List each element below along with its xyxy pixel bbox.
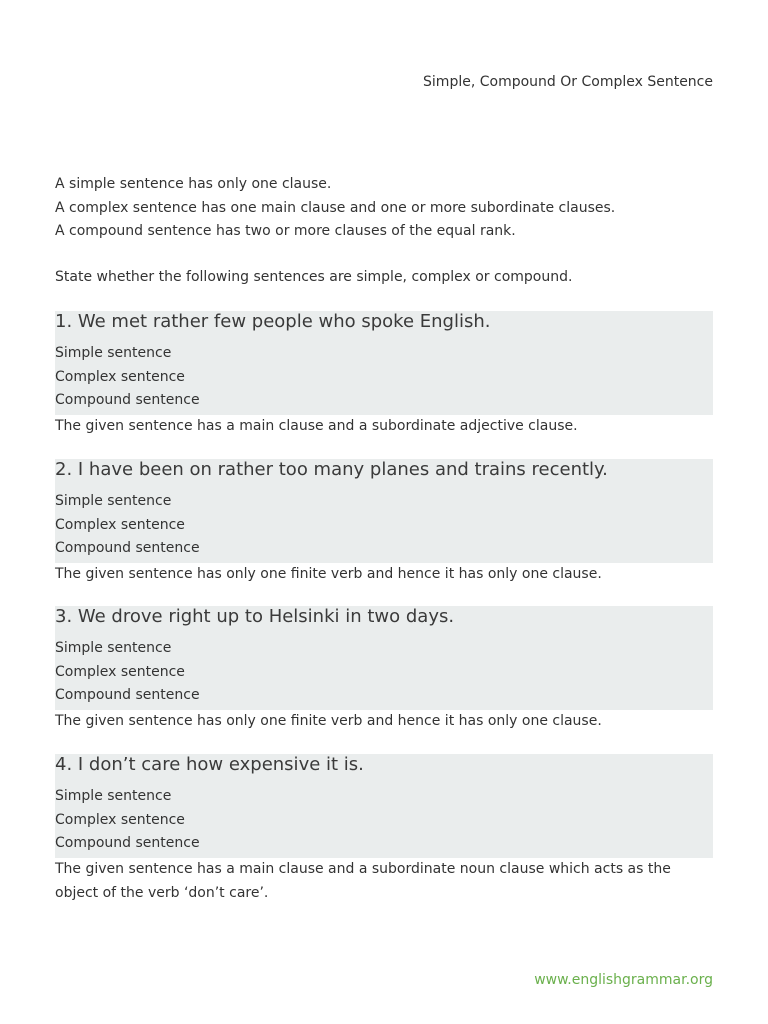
intro-line-complex: A complex sentence has one main clause and one or more subordinate clauses. [55, 199, 616, 216]
option-simple[interactable]: Simple sentence [55, 640, 172, 656]
intro-line-simple: A simple sentence has only one clause. [55, 176, 332, 192]
question-box [55, 754, 713, 858]
page-title: Simple, Compound Or Complex Sentence [423, 74, 713, 90]
intro-line-compound: A compound sentence has two or more clauses of the equal rank. [55, 223, 516, 239]
option-compound[interactable]: Compound sentence [55, 835, 200, 852]
question-4 [55, 754, 713, 905]
option-complex[interactable]: Complex sentence [55, 811, 185, 828]
question-text: 3. We drove right up to Helsinki in two days. [55, 606, 455, 627]
option-complex[interactable]: Complex sentence [55, 368, 185, 385]
question-text: 1. We met rather few people who spoke English. [55, 311, 491, 332]
option-compound[interactable]: Compound sentence [55, 687, 200, 704]
option-complex[interactable]: Complex sentence [55, 663, 185, 680]
question-3 [55, 606, 713, 734]
question-2 [55, 459, 713, 587]
option-list [55, 342, 713, 415]
option-list [55, 490, 713, 563]
option-complex[interactable]: Complex sentence [55, 516, 185, 533]
question-box [55, 459, 713, 563]
intro-definitions [55, 173, 715, 244]
site-link[interactable]: www.englishgrammar.org [534, 972, 713, 988]
option-simple[interactable]: Simple sentence [55, 788, 172, 804]
option-list [55, 637, 713, 710]
option-simple[interactable]: Simple sentence [55, 345, 172, 361]
answer-explanation: The given sentence has a main clause and a subordinate noun clause which acts as the object of the verb ‘don’t care’. [55, 861, 671, 901]
question-box [55, 311, 713, 415]
option-simple[interactable]: Simple sentence [55, 493, 172, 509]
option-compound[interactable]: Compound sentence [55, 540, 200, 557]
option-compound[interactable]: Compound sentence [55, 392, 200, 409]
question-text: 2. I have been on rather too many planes and trains recently. [55, 459, 608, 480]
answer-explanation: The given sentence has only one finite verb and hence it has only one clause. [55, 713, 602, 730]
answer-explanation: The given sentence has a main clause and a subordinate adjective clause. [55, 418, 578, 435]
question-text: 4. I don’t care how expensive it is. [55, 754, 364, 775]
question-box [55, 606, 713, 710]
option-list [55, 785, 713, 858]
instruction-text: State whether the following sentences are simple, complex or compound. [55, 269, 573, 285]
question-1 [55, 311, 713, 439]
answer-explanation: The given sentence has only one finite verb and hence it has only one clause. [55, 566, 602, 583]
